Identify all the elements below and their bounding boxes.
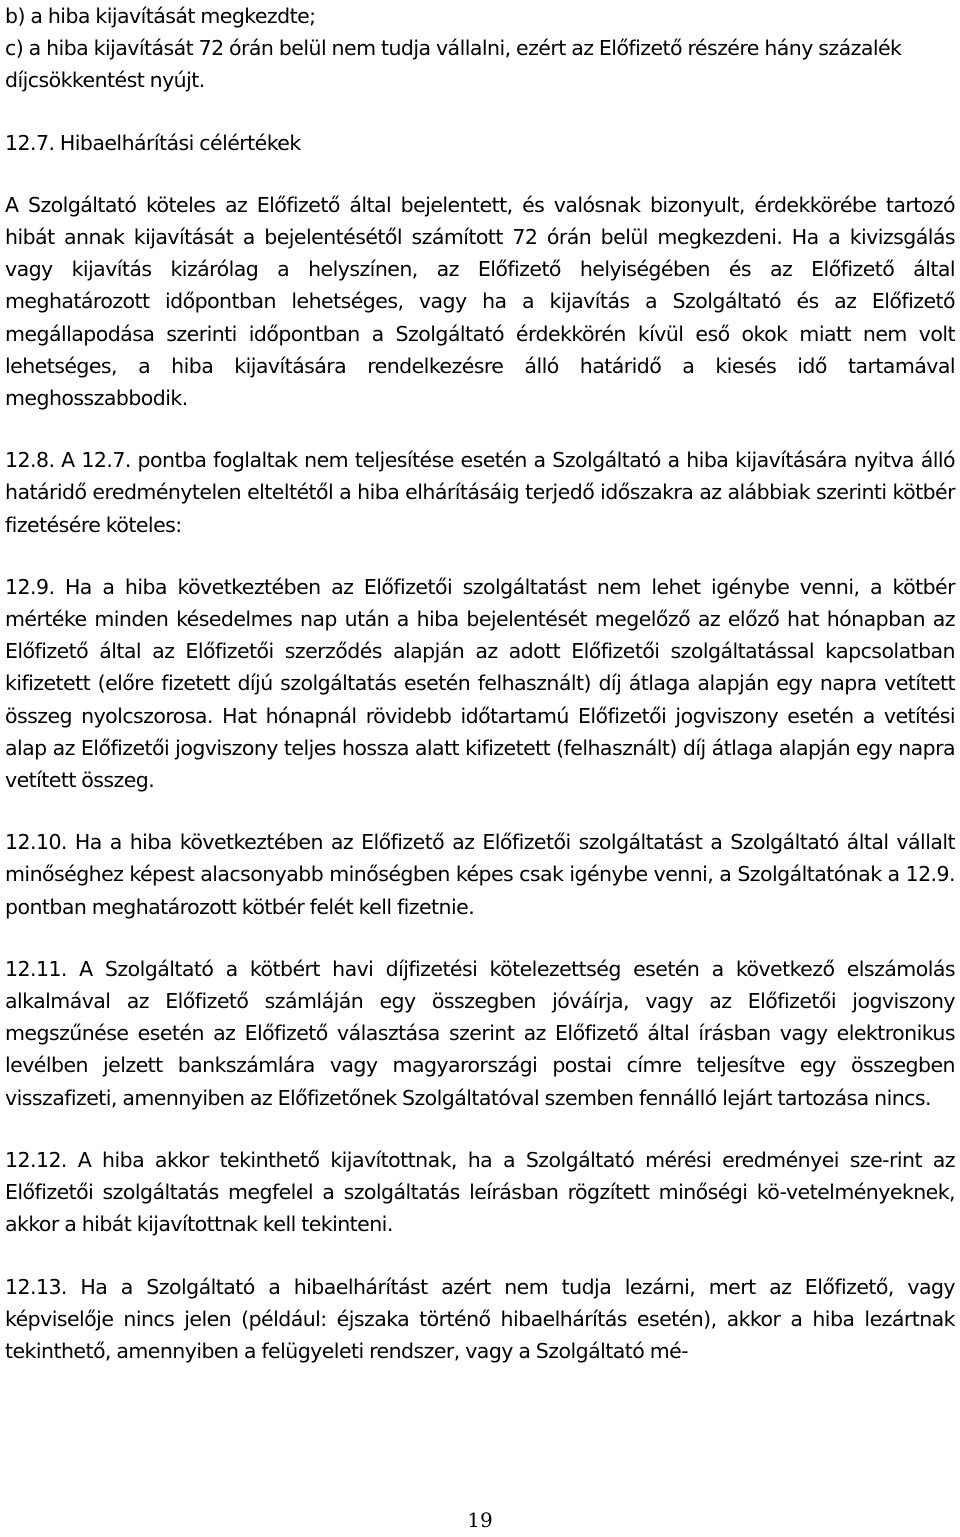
- paragraph-gap: [5, 159, 955, 189]
- paragraph-gap: [5, 97, 955, 127]
- clause-12-7-body: A Szolgáltató köteles az Előfizető által bejelentett, és valósnak bizonyult, érdekkörébe tartozó hibát annak kijavítását a bejelentésétől számított 72 órán belül megkezdeni. Ha a kivizsgálás vagy kijavítás kizárólag a helyszínen, az Előfizető helyiségében és az Előfizető által meghatározott időpontban lehetséges, vagy ha a kijavítás a Szolgáltató és az Előfizető megállapodása szerinti időpontban a Szolgáltató érdekkörén kívül eső okok miatt nem volt lehetséges, a hiba kijavítására rendelkezésre álló határidő a kiesés idő tartamával meghosszabbodik.: [5, 192, 955, 411]
- paragraph-gap: [5, 796, 955, 826]
- document-page: [5, 0, 955, 1367]
- paragraph-gap: [5, 541, 955, 571]
- clause-12-8: 12.8. A 12.7. pontba foglaltak nem teljesítése esetén a Szolgáltató a hiba kijavítására nyitva álló határidő eredménytelen elteltétől a hiba elhárításáig terjedő időszakra az alábbiak szerinti kötbér fizetésére köteles:: [5, 448, 955, 537]
- paragraph-gap: [5, 923, 955, 953]
- clause-12-13: 12.13. Ha a Szolgáltató a hibaelhárítást azért nem tudja lezárni, mert az Előfizető, vagy képviselője nincs jelen (például: éjszaka történő hibaelhárítás esetén), akkor a hiba lezártnak tekinthető, amennyiben a felügyeleti rendszer, vagy a Szolgáltató mé-: [5, 1274, 955, 1363]
- paragraph-gap: [5, 1114, 955, 1144]
- clause-12-10: 12.10. Ha a hiba következtében az Előfizető az Előfizetői szolgáltatást a Szolgáltató által vállalt minőséghez képest alacsonyabb minőségben képes csak igénybe venni, a Szolgáltatónak a 12.9. pontban meghatározott kötbér felét kell fizetnie.: [5, 830, 955, 919]
- clause-12-12: 12.12. A hiba akkor tekinthető kijavítottnak, ha a Szolgáltató mérési eredményei sze-rint az Előfizetői szolgáltatás megfelel a szolgáltatás leírásban rögzített minőségi kö-vetelményeknek, akkor a hibát kijavítottnak kell tekinteni.: [5, 1147, 955, 1237]
- page-number: 19: [467, 1508, 493, 1532]
- paragraph-gap: [5, 1241, 955, 1271]
- clause-12-11: 12.11. A Szolgáltató a kötbért havi díjfizetési kötelezettség esetén a következő elszámolás alkalmával az Előfizető számláján egy összegben jóváírja, vagy az Előfizetői jogviszony megszűnése esetén az Előfizető választása szerint az Előfizető által írásban vagy elektronikus levélben jelzett bankszámlára vagy magyarországi postai címre teljesítve egy összegben visszafizeti, amennyiben az Előfizetőnek Szolgáltatóval szemben fennálló lejárt tartozása nincs.: [5, 956, 955, 1110]
- list-item-b: b) a hiba kijavítását megkezdte;: [5, 4, 316, 28]
- clause-12-9: 12.9. Ha a hiba következtében az Előfizetői szolgáltatást nem lehet igénybe venni, a kötbér mértéke minden késedelmes nap után a hiba bejelentését megelőző az előző hat hónapban az Előfizető által az Előfizetői szerződés alapján az adott Előfizetői szolgáltatással kapcsolatban kifizetett (előre fizetett díjú szolgáltatás esetén felhasznált) díj átlaga alapján egy napra vetített összeg nyolcszorosa. Hat hónapnál rövidebb időtartamú Előfizetői jogviszony esetén a vetítési alap az Előfizetői jogviszony teljes hossza alatt kifizetett (felhasznált) díj átlaga alapján egy napra vetített összeg.: [5, 574, 955, 793]
- paragraph-gap: [5, 414, 955, 444]
- section-heading-12-7: 12.7. Hibaelhárítási célértékek: [5, 130, 301, 155]
- list-item-c: c) a hiba kijavítását 72 órán belül nem tudja vállalni, ezért az Előfizető részére hány százalék díjcsökkentést nyújt.: [5, 36, 902, 93]
- intro-list: [5, 0, 955, 97]
